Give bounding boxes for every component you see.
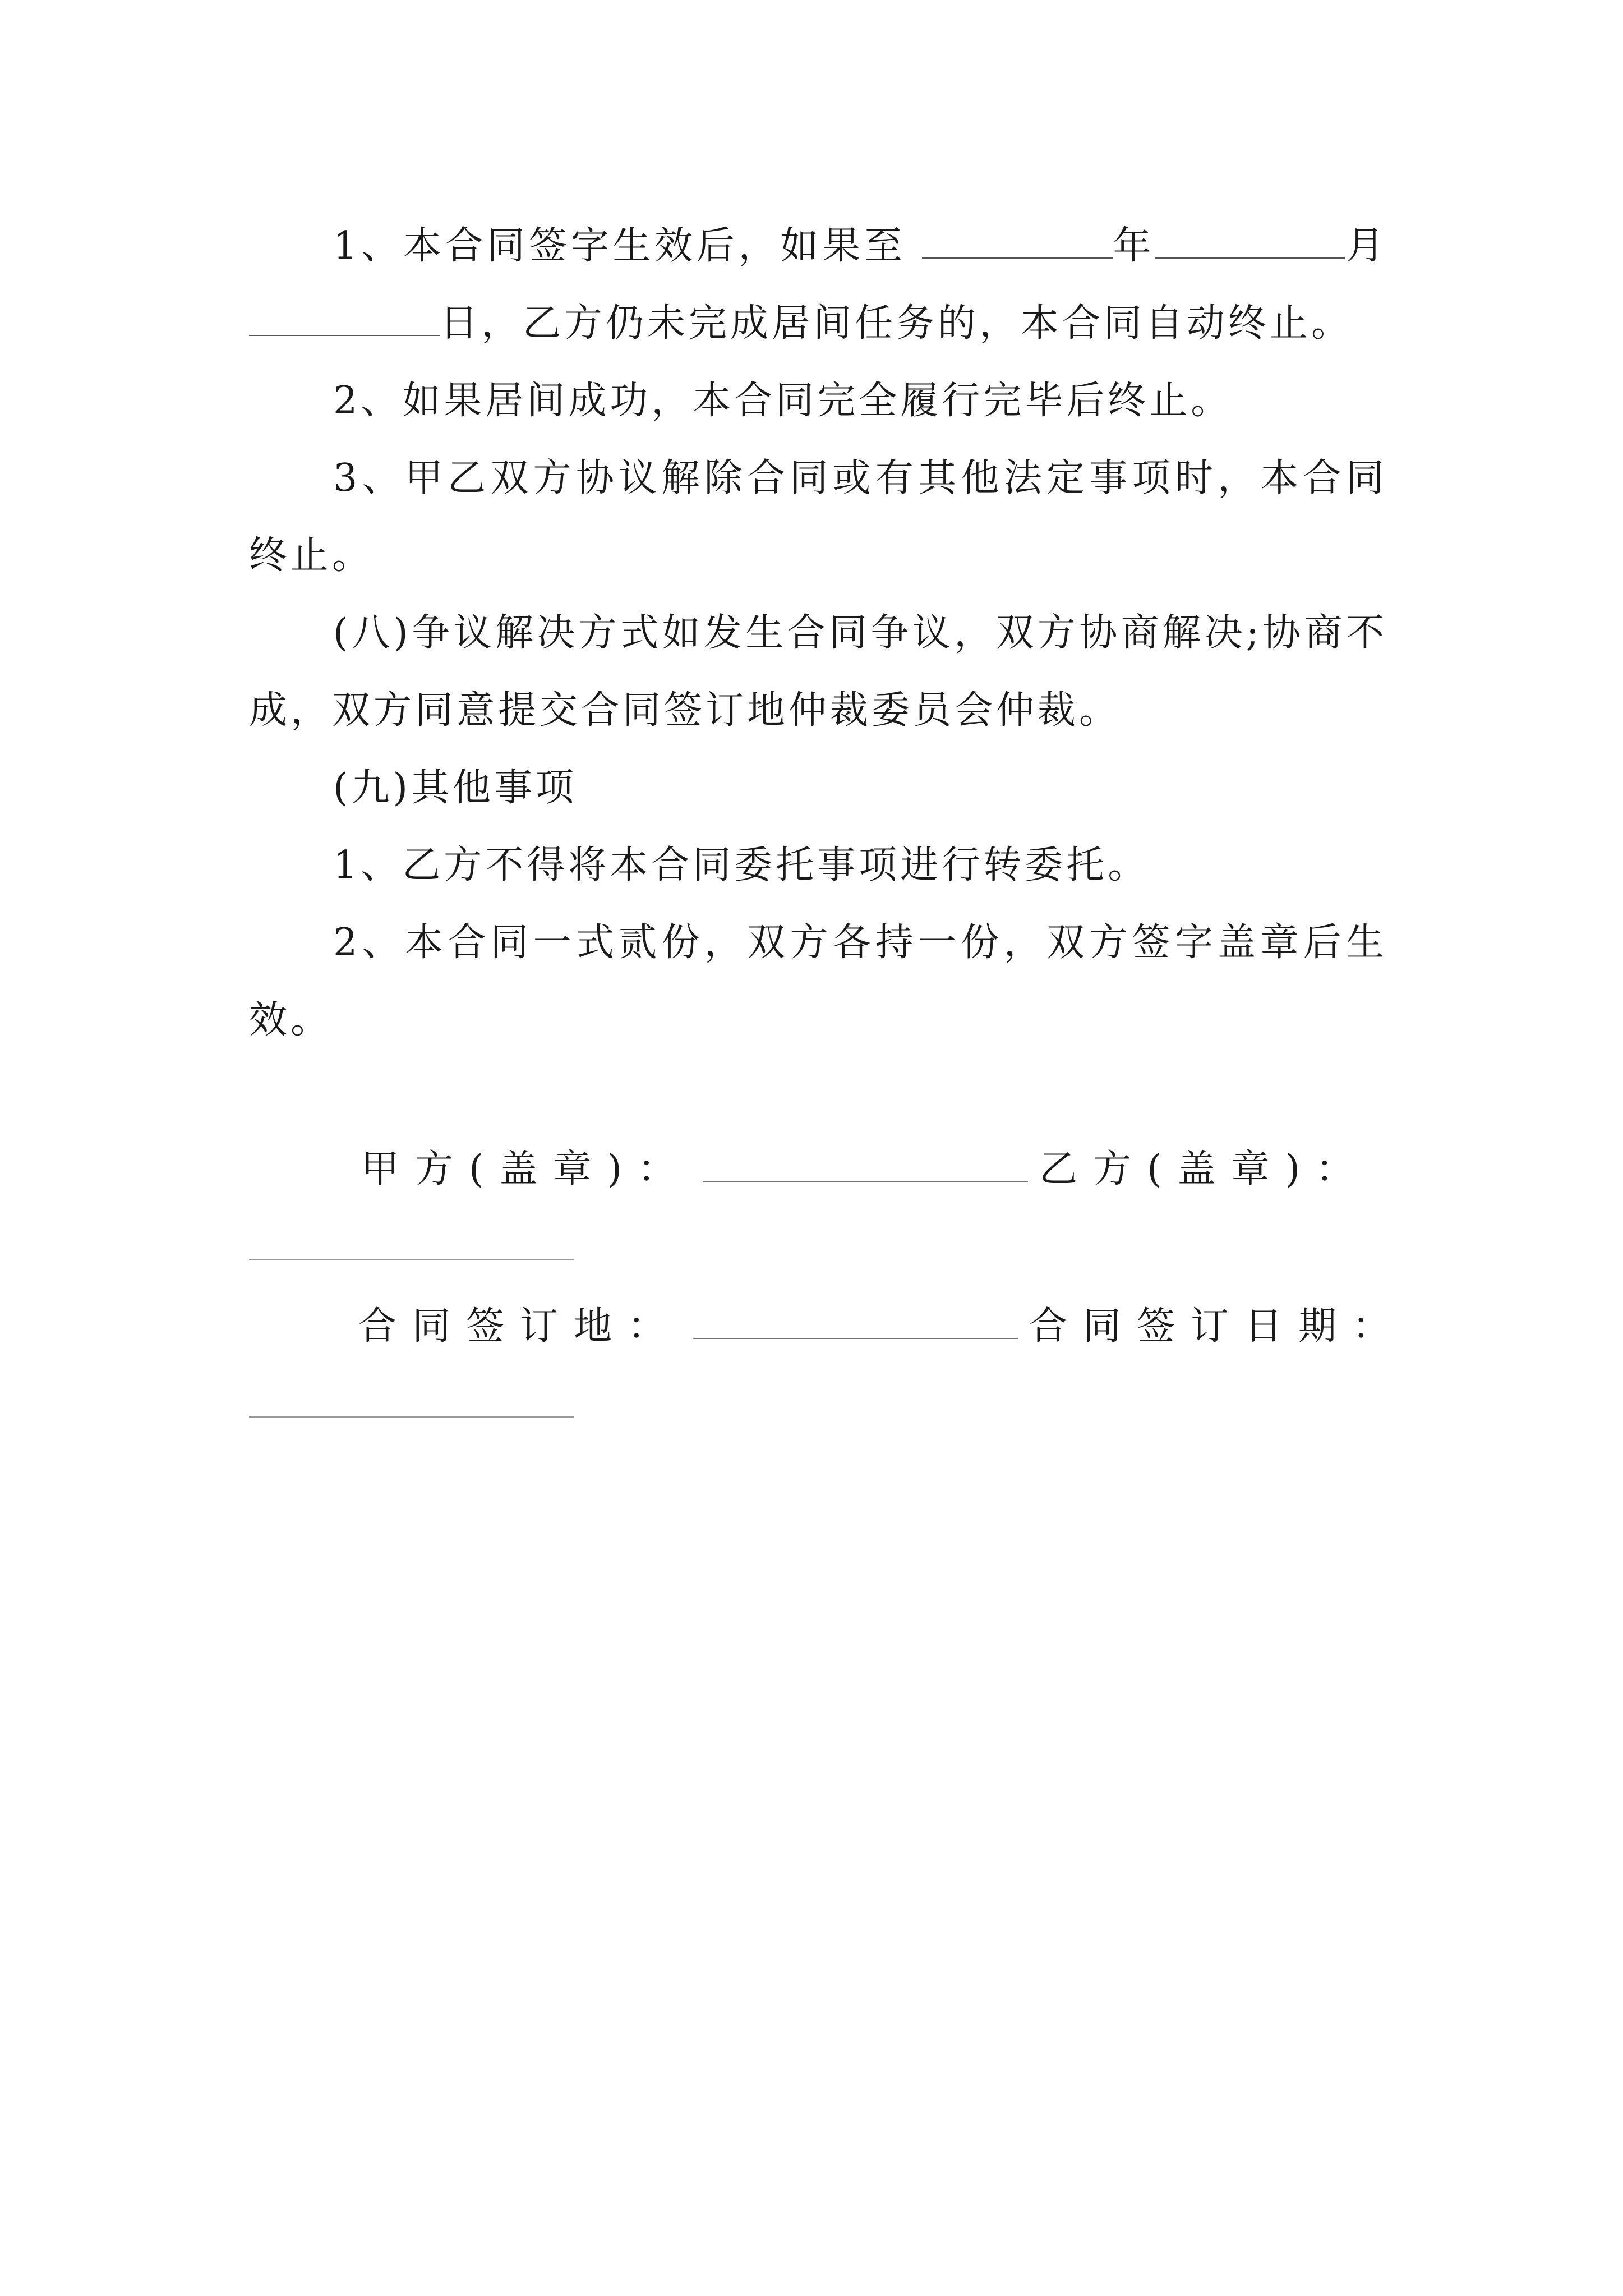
clause-termination-2: 2、如果居间成功，本合同完全履行完毕后终止。 xyxy=(333,379,1233,423)
signature-row-parties xyxy=(249,1139,1500,1193)
section-other-matters: (九)其他事项 xyxy=(333,766,578,810)
party-b-label: 乙方(盖章)： xyxy=(1039,1147,1370,1191)
clause-text: 日，乙方仍未完成居间任务的，本合同自动终止。 xyxy=(440,301,1353,346)
clause-other-2: 2、本合同一式贰份，双方各持一份，双方签字盖章后生效。 xyxy=(249,921,1387,1042)
day-blank[interactable] xyxy=(249,301,440,336)
year-blank[interactable] xyxy=(922,224,1113,259)
contract-body xyxy=(249,208,1387,1059)
month-label: 月 xyxy=(1345,224,1387,268)
section-dispute-resolution: (八)争议解决方式如发生合同争议，双方协商解决;协商不成，双方同意提交合同签订地仲裁委员会仲裁。 xyxy=(249,611,1387,733)
clause-termination-3: 3、甲乙双方协议解除合同或有其他法定事项时，本合同终止。 xyxy=(249,456,1387,578)
party-b-blank[interactable] xyxy=(249,1259,574,1260)
place-blank[interactable] xyxy=(693,1304,1018,1339)
year-label: 年 xyxy=(1112,224,1155,268)
date-label: 合同签订日期： xyxy=(1029,1304,1407,1349)
clause-other-1: 1、乙方不得将本合同委托事项进行转委托。 xyxy=(333,843,1150,887)
clause-text: 1、本合同签字生效后，如果至 xyxy=(333,224,906,268)
party-a-blank[interactable] xyxy=(703,1147,1028,1182)
party-a-label: 甲方(盖章)： xyxy=(361,1147,692,1191)
date-blank[interactable] xyxy=(249,1416,574,1418)
signature-row-place-date xyxy=(249,1296,1497,1350)
place-label: 合同签订地： xyxy=(358,1304,682,1349)
month-blank[interactable] xyxy=(1155,224,1345,259)
clause-termination-1 xyxy=(249,208,1387,362)
